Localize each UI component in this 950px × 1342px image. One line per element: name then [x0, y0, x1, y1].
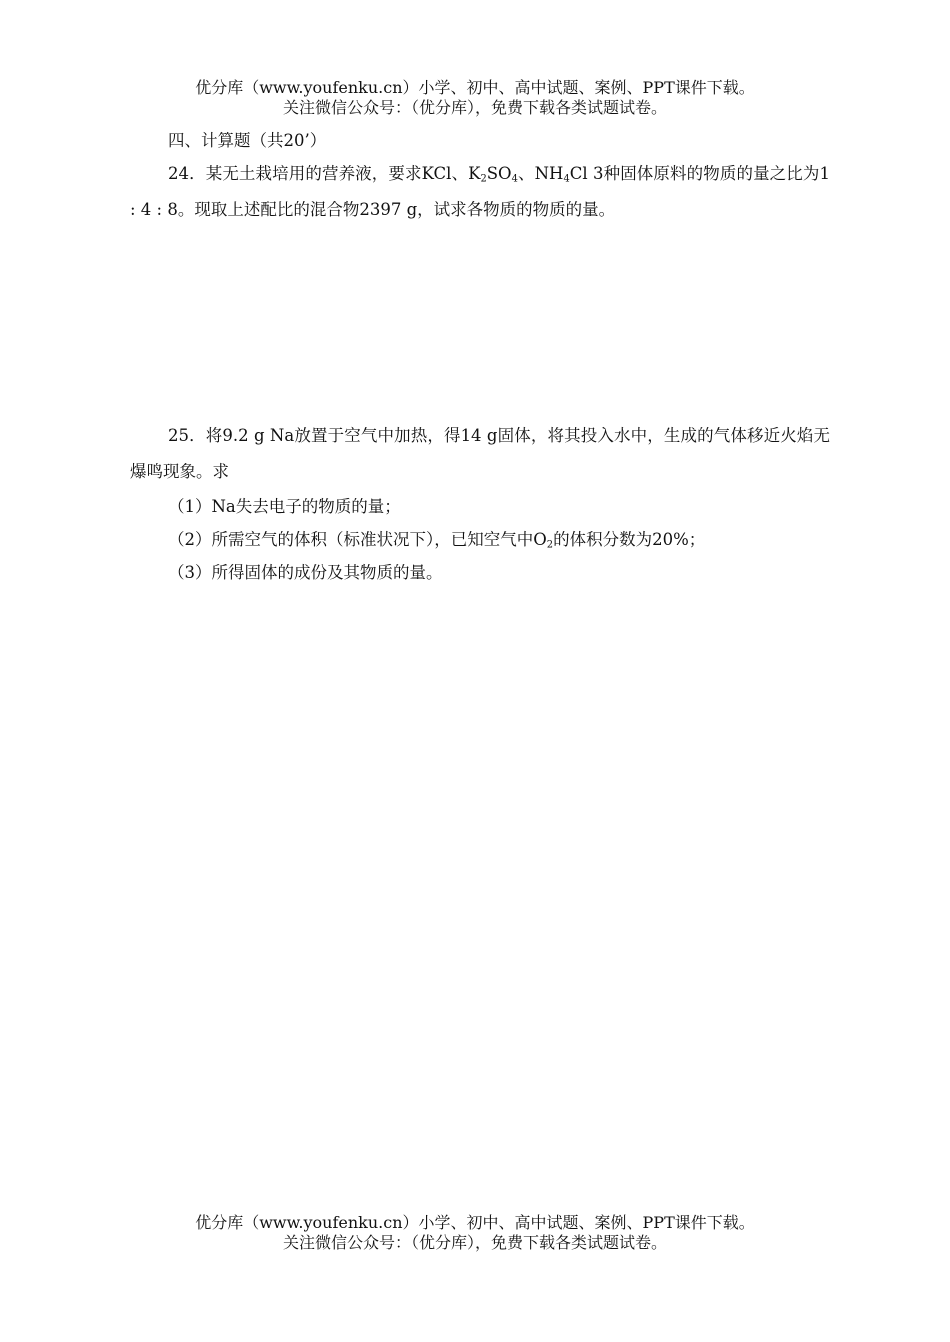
q24-subscript-2: 4 [511, 173, 518, 185]
header-line-2: 关注微信公众号：（优分库），免费下载各类试题试卷。 [282, 98, 667, 117]
section-title: 四、计算题（共20’） [168, 131, 327, 150]
q24-subscript-3: 4 [563, 173, 570, 185]
q24-text-1: 24．某无土栽培用的营养液，要求KCl、K [168, 164, 481, 183]
question-25-item-3: （3）所得固体的成份及其物质的量。 [168, 563, 443, 582]
footer-line-1: 优分库（www.youfenku.cn）小学、初中、高中试题、案例、PPT课件下载。 [195, 1213, 755, 1232]
header-line-1: 优分库（www.youfenku.cn）小学、初中、高中试题、案例、PPT课件下载。 [195, 78, 755, 97]
page-footer [0, 1213, 950, 1253]
question-24 [130, 156, 830, 228]
q24-subscript-1: 2 [480, 173, 487, 185]
q24-text-4: Cl 3种固体原料的物质的量之比为1 : 4 : 8。现取上述配比的混合物2397 g，试求各物质的物质的量。 [130, 164, 830, 219]
answer-space [130, 228, 830, 418]
q24-text-3: 、NH [517, 164, 564, 183]
page-content [130, 126, 830, 589]
q25-item2-text-1: （2）所需空气的体积（标准状况下），已知空气中O [168, 530, 547, 549]
question-25-item-1: （1）Na失去电子的物质的量； [168, 497, 401, 516]
footer-line-2: 关注微信公众号：（优分库），免费下载各类试题试卷。 [282, 1233, 667, 1252]
page-header [0, 78, 950, 118]
question-25-stem: 25．将9.2 g Na放置于空气中加热，得14 g固体，将其投入水中，生成的气体移近火焰无爆鸣现象。求 [130, 426, 830, 481]
q24-text-2: SO [486, 164, 512, 183]
question-25-item-2 [168, 523, 830, 556]
q25-item2-text-2: 的体积分数为20%； [553, 530, 706, 549]
q25-item2-subscript: 2 [546, 539, 554, 551]
